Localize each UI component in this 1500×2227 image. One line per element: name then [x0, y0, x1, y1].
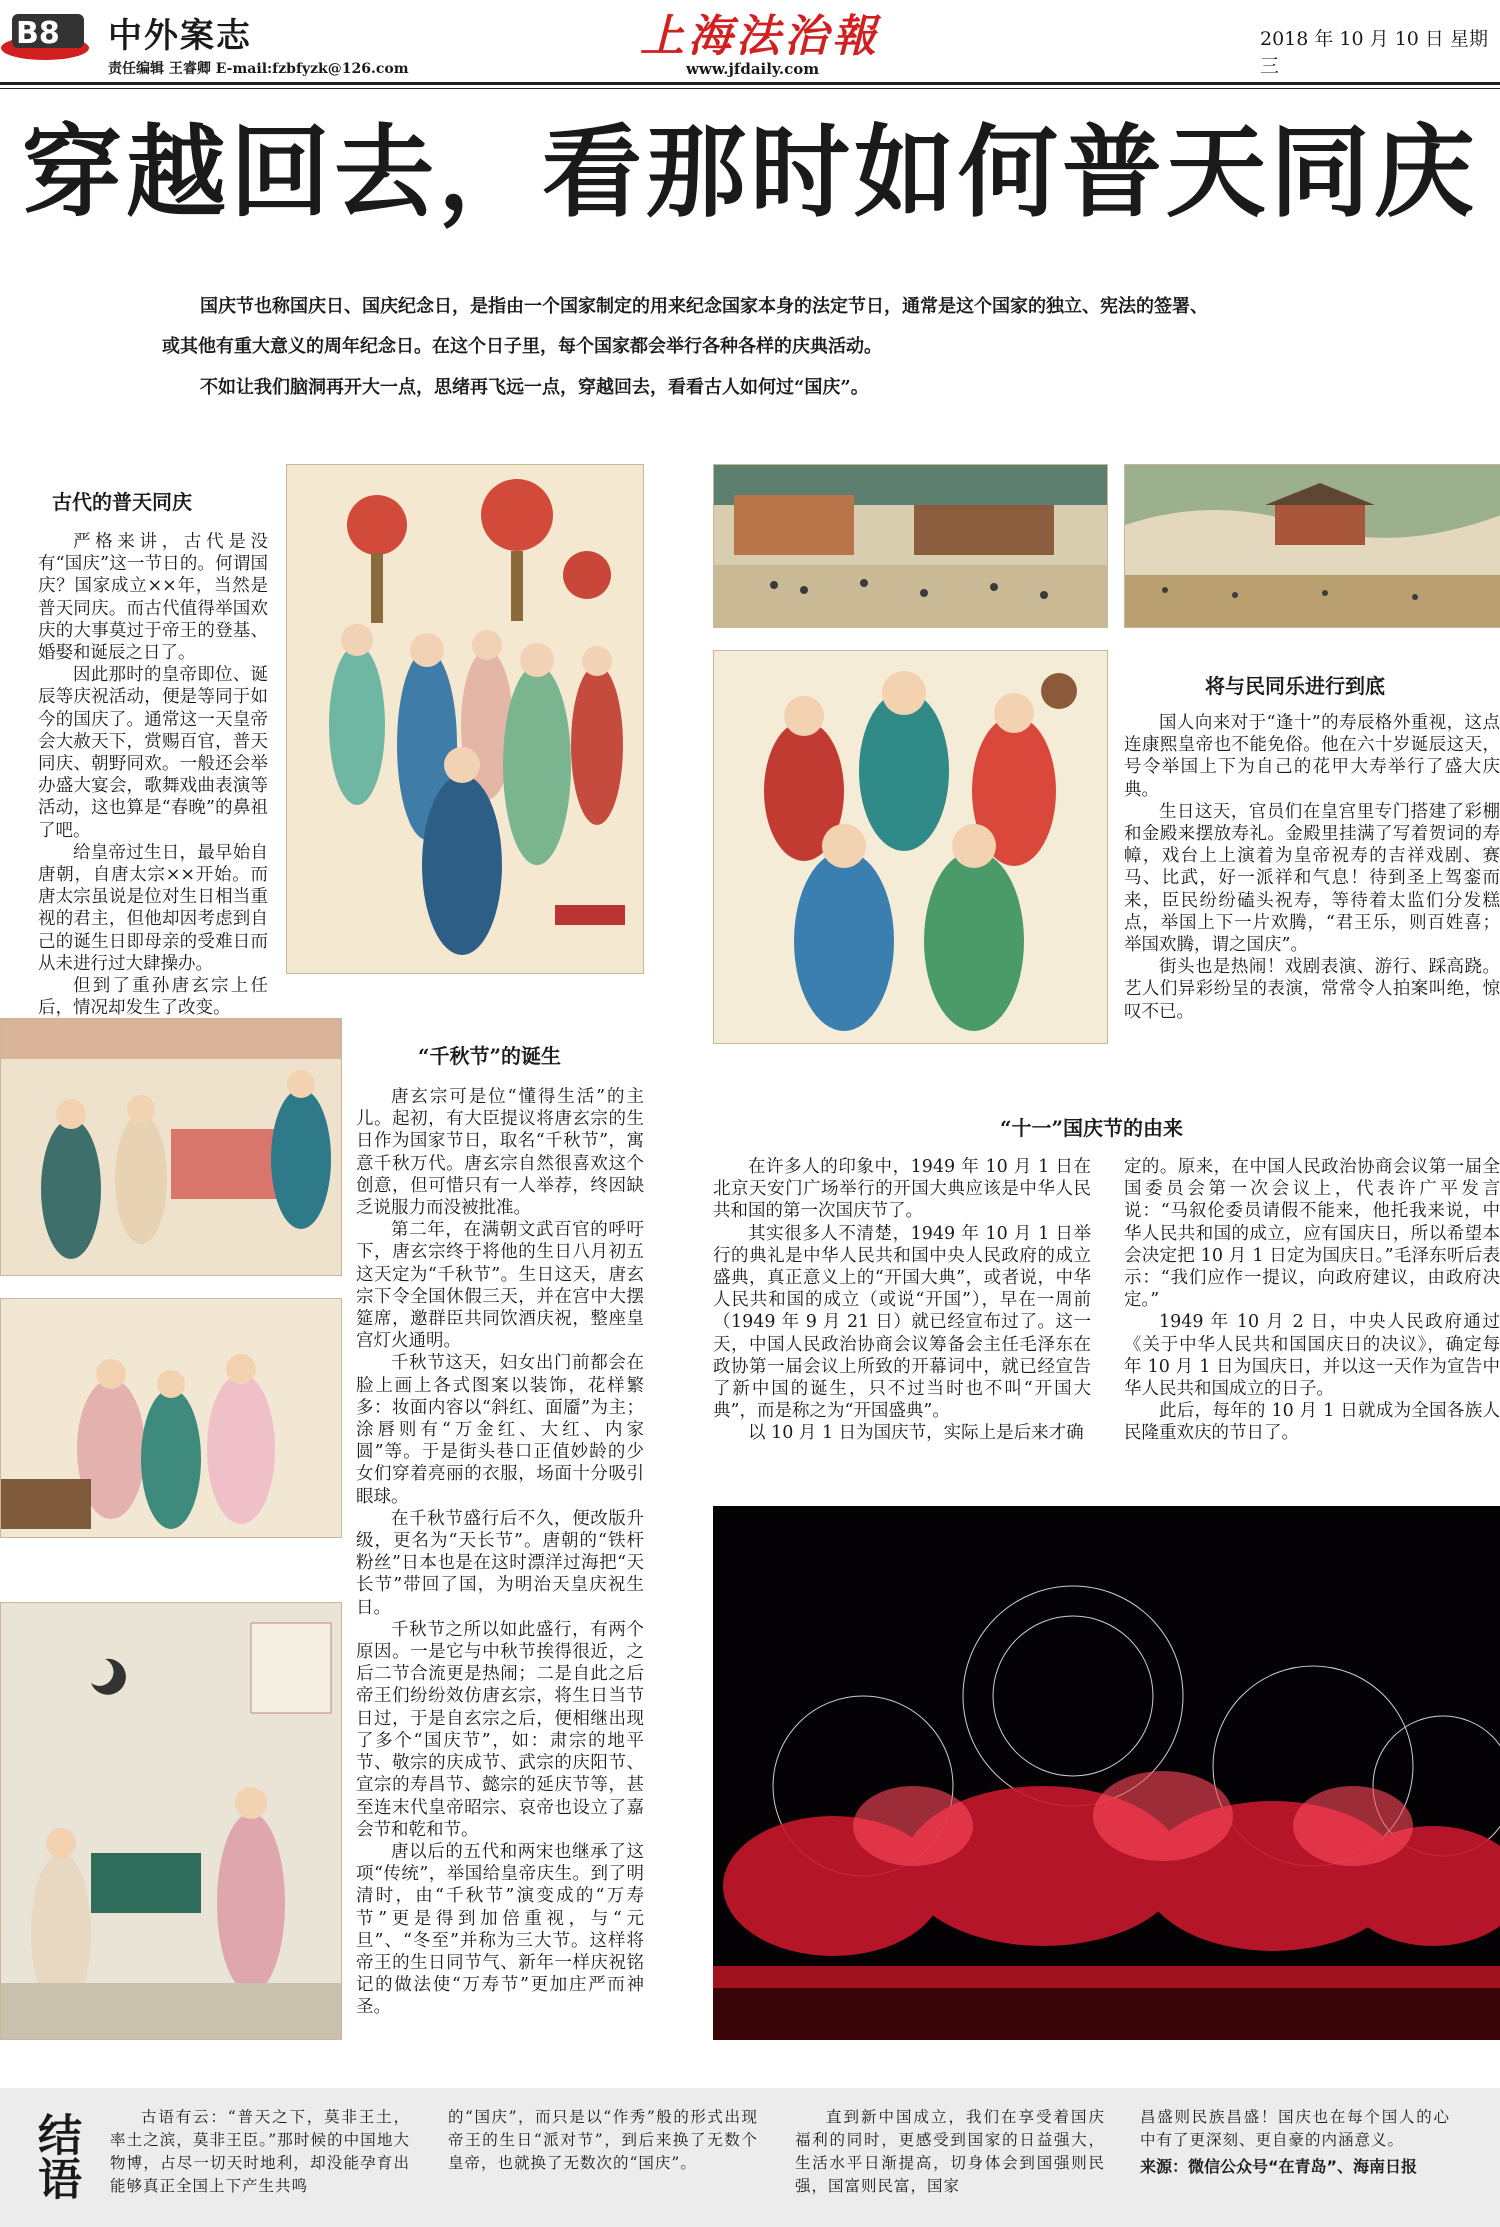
paragraph: 街头也是热闹！戏剧表演、游行、踩高跷。艺人们异彩纷呈的表演，常常令人拍案叫绝，惊叹不已。	[1124, 957, 1500, 1022]
page-badge	[0, 8, 100, 64]
page-number: B8	[16, 16, 60, 51]
paragraph: 定的。原来，在中国人民政治协商会议第一届全国委员会第一次会议上，代表许广平发言说：“马叙伦委员请假不能来，他托我来说，中华人民共和国的成立，应有国庆日，所以希望本会决定把 10 月 1 日定为国庆日。”毛泽东听后表示：“我们应作一提议，向政府建议，由政府决定。”	[1124, 1157, 1500, 1311]
fireworks-photo	[713, 1506, 1500, 2040]
closing-text: 古语有云：“普天之下，莫非王土，率土之滨，莫非王臣。”那时候的中国地大物博，占尽一切天时地利，却没能孕育出能够真正全国上下产生共鸣	[110, 2108, 410, 2195]
paragraph: 此后，每年的 10 月 1 日就成为全国各族人民隆重欢庆的节日了。	[1124, 1401, 1500, 1444]
section-title-origin: “十一”国庆节的由来	[1000, 1116, 1184, 1140]
headline: 穿越回去，看那时如何普天同庆	[22, 114, 1478, 231]
section-body-ancient	[38, 531, 268, 1019]
paragraph: 但到了重孙唐玄宗上任后，情况却发生了改变。	[38, 976, 268, 1019]
source-credit: 来源：微信公众号“在青岛”、海南日报	[1140, 2157, 1418, 2176]
paragraph: 给皇帝过生日，最早始自唐朝，自唐太宗××开始。而唐太宗虽说是位对生日相当重视的君主，但他却因考虑到自己的诞生日即母亲的受难日而从未进行过大肆操办。	[38, 842, 268, 974]
website[interactable]: www.jfdaily.com	[686, 60, 820, 78]
paragraph: 其实很多人不清楚，1949 年 10 月 1 日举行的典礼是中华人民共和国中央人民政府的成立盛典，真正意义上的“开国大典”，或者说，中华人民共和国的成立（或说“开国”），早在一周前（1949 年 9 月 21 日）就已经宣布过了。这一天，中国人民政治协商会议筹备会主任毛泽东在政协第一届会议上所致的开幕词中，就已经宣告了新中国的诞生，只不过当时也不叫“开国大典”，而是称之为“开国盛典”。	[713, 1223, 1091, 1422]
closing-text: 的“国庆”，而只是以“作秀”般的形式出现帝王的生日“派对节”，到后来换了无数个皇帝，也就换了无数次的“国庆”。	[448, 2108, 758, 2172]
section-title-ancient: 古代的普天同庆	[52, 490, 192, 514]
closing-col-3	[795, 2106, 1105, 2198]
section-body-origin-col2	[1124, 1156, 1500, 1445]
paragraph: 唐玄宗可是位“懂得生活”的主儿。起初，有大臣提议将唐玄宗的生日作为国家节日，取名“千秋节”，寓意千秋万代。唐玄宗自然很喜欢这个创意，但可惜只有一人举荐，终因缺乏说服力而没被批准。	[356, 1087, 644, 1219]
moonlit-garden-ladies-painting	[0, 1602, 342, 2040]
festival-crowd-painting	[286, 464, 644, 974]
tang-ladies-painting	[0, 1298, 342, 1538]
paragraph: 国人向来对于“逢十”的寿辰格外重视，这点连康熙皇帝也不能免俗。他在六十岁诞辰这天，号令举国上下为自己的花甲大寿举行了盛大庆典。	[1124, 713, 1500, 800]
section-title-qianqiu: “千秋节”的诞生	[418, 1044, 562, 1068]
paragraph: 第二年，在满朝文武百官的呼吁下，唐玄宗终于将他的生日八月初五这天定为“千秋节”。生日这天，唐玄宗下令全国休假三天，并在宫中大摆筵席，邀群臣共同饮酒庆祝，整座皇宫灯火通明。	[356, 1220, 644, 1352]
header-rule	[0, 82, 1500, 85]
closing-col-4	[1140, 2106, 1450, 2177]
paragraph: 以 10 月 1 日为国庆节，实际上是后来才确	[748, 1423, 1084, 1444]
masthead: 上海法治報	[640, 11, 880, 62]
intro-line-1: 国庆节也称国庆日、国庆纪念日，是指由一个国家制定的用来纪念国家本身的法定节日，通常是这个国家的独立、宪法的签署、	[200, 296, 1208, 317]
paragraph: 唐以后的五代和两宋也继承了这项“传统”，举国给皇帝庆生。到了明清时，由“千秋节”演变成的“万寿节”更是得到加倍重视，与“元旦”、“冬至”并称为三大节。这样将帝王的生日同节气、新年一样庆祝铭记的做法使“万寿节”更加庄严而神圣。	[356, 1841, 644, 2018]
paragraph: 千秋节之所以如此盛行，有两个原因。一是它与中秋节挨得很近，之后二节合流更是热闹；二是自此之后帝王们纷纷效仿唐玄宗，将生日当节日过，于是自玄宗之后，便相继出现了多个“国庆节”，如：肃宗的地平节、敬宗的庆成节、武宗的庆阳节、宣宗的寿昌节、懿宗的延庆节等，甚至连末代皇帝昭宗、哀帝也设立了嘉会节和乾和节。	[356, 1619, 644, 1840]
editor-line: 责任编辑 王睿卿 E-mail:fzbfyzk@126.com	[108, 61, 409, 77]
paragraph: 严格来讲，古代是没有“国庆”这一节日的。何谓国庆？国家成立××年，当然是普天同庆。而古代值得举国欢庆的大事莫过于帝王的登基、婚娶和诞辰之日了。	[38, 532, 268, 664]
palace-landscape-scroll	[1124, 464, 1500, 628]
section-body-tongle	[1124, 712, 1500, 1023]
closing-text: 直到新中国成立，我们在享受着国庆福利的同时，更感受到国家的日益强大，生活水平日渐提高，切身体会到国强则民强，国富则民富，国家	[795, 2108, 1105, 2195]
issue-date: 2018 年 10 月 10 日 星期三	[1260, 28, 1488, 77]
tang-court-painting	[0, 1018, 342, 1276]
paragraph: 1949 年 10 月 2 日，中央人民政府通过《关于中华人民共和国国庆日的决议》，确定每年 10 月 1 日为国庆日，并以这一天作为宣告中华人民共和国成立的日子。	[1124, 1312, 1500, 1400]
closing-col-1	[110, 2106, 410, 2198]
palace-scroll-painting	[713, 464, 1108, 628]
closing-text: 昌盛则民族昌盛！国庆也在每个国人的心中有了更深刻、更自豪的内涵意义。	[1140, 2108, 1450, 2149]
intro-line-2: 或其他有重大意义的周年纪念日。在这个日子里，每个国家都会举行各种各样的庆典活动。	[162, 336, 882, 357]
paragraph: 在许多人的印象中，1949 年 10 月 1 日在北京天安门广场举行的开国大典应该是中华人民共和国的第一次国庆节了。	[713, 1157, 1091, 1222]
opera-figures-painting	[713, 650, 1108, 1044]
section-body-qianqiu	[356, 1086, 644, 2019]
paragraph: 在千秋节盛行后不久，便改版升级，更名为“天长节”。唐朝的“铁杆粉丝”日本也是在这时漂洋过海把“天长节”带回了国，为明治天皇庆祝生日。	[356, 1508, 644, 1618]
section-title-tongle: 将与民同乐进行到底	[1205, 674, 1385, 698]
closing-col-2	[448, 2106, 758, 2175]
header-rule-thin	[0, 88, 1500, 89]
closing-label: 结语	[30, 2112, 81, 2200]
section-name: 中外案志	[108, 16, 252, 56]
intro-line-3: 不如让我们脑洞再开大一点，思绪再飞远一点，穿越回去，看看古人如何过“国庆”。	[200, 377, 869, 398]
paragraph: 千秋节这天，妇女出门前都会在脸上画上各式图案以装饰，花样繁多：妆面内容以“斜红、面靥”为主；涂唇则有“万金红、大红、内家圆”等。于是街头巷口正值妙龄的少女们穿着亮丽的衣服，场面十分吸引眼球。	[356, 1353, 644, 1507]
section-body-origin-col1	[713, 1156, 1091, 1445]
paragraph: 生日这天，官员们在皇宫里专门搭建了彩棚和金殿来摆放寿礼。金殿里挂满了写着贺词的寿幛，戏台上上演着为皇帝祝寿的吉祥戏剧、赛马、比武，好一派祥和气息！待到圣上驾銮而来，臣民纷纷磕头祝寿，等待着太监们分发糕点，举国上下一片欢腾，“君王乐，则百姓喜；举国欢腾，谓之国庆”。	[1124, 801, 1500, 956]
paragraph: 因此那时的皇帝即位、诞辰等庆祝活动，便是等同于如今的国庆了。通常这一天皇帝会大赦天下，赏赐百官，普天同庆、朝野同欢。一般还会举办盛大宴会，歌舞戏曲表演等活动，这也算是“春晚”的鼻祖了吧。	[38, 665, 268, 841]
